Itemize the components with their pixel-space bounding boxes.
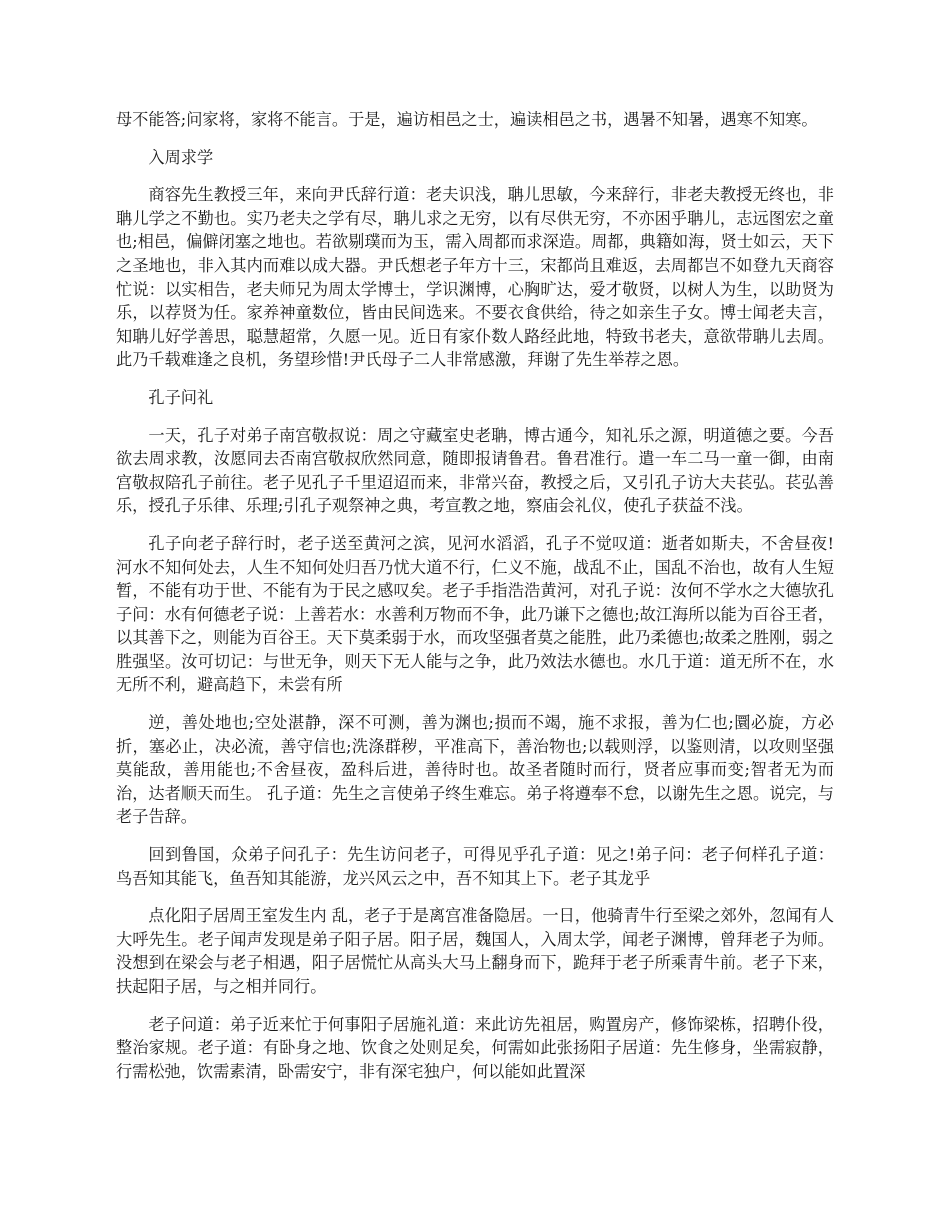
section-heading-ru-zhou-qiu-xue: 入周求学 — [148, 147, 214, 167]
section-heading-kongzi-wen-li: 孔子问礼 — [148, 387, 214, 407]
paragraph-kongzi-visit: 一天，孔子对弟子南宫敬叔说：周之守藏室史老聃，博古通今，知礼乐之源，明道德之要。今吾欲去周求教，汝愿同去否南宫敬叔欣然同意，随即报请鲁君。鲁君准行。遣一车二马一童一御，由南宫敬叔陪孔子前往。老子见孔子千里迢迢而来，非常兴奋，教授之后，又引孔子访大夫苌弘。苌弘善乐，授孔子乐律、乐理;引孔子观祭神之典，考宣教之地，察庙会礼仪，使孔子获益不浅。 — [116, 425, 834, 516]
paragraph-water-virtue: 逆，善处地也;空处湛静，深不可测，善为渊也;损而不竭，施不求报，善为仁也;圜必旋，方必折，塞必止，决必流，善守信也;洗涤群秽，平准高下，善治物也;以载则浮，以鉴则清，以攻则坚强莫能敌，善用能也;不舍昼夜，盈科后进，善待时也。故圣者随时而行，贤者应事而变;智者无为而治，达者顺天而生。 孔子道：先生之言使弟子终生难忘。弟子将遵奉不怠，以谢先生之恩。说完，与老子告辞。 — [116, 713, 834, 827]
paragraph-yang-ziju: 点化阳子居周王室发生内 乱，老子于是离宫准备隐居。一日，他骑青牛行至梁之郊外，忽闻有人大呼先生。老子闻声发现是弟子阳子居。阳子居，魏国人，入周太学，闻老子渊博，曾拜老子为师。没想到在梁会与老子相遇，阳子居慌忙从高头大马上翻身而下，跪拜于老子所乘青牛前。老子下来，扶起阳子居，与之相并同行。 — [116, 906, 834, 996]
paragraph-laozi-asks: 老子问道：弟子近来忙于何事阳子居施礼道：来此访先祖居，购置房产，修饰梁栋，招聘仆役，整治家规。老子道：有卧身之地、饮食之处则足矣，何需如此张扬阳子居道：先生修身，坐需寂静，行需松弛，饮需素清，卧需安宁，非有深宅独户，何以能如此置深 — [116, 1014, 834, 1081]
paragraph-return-lu: 回到鲁国，众弟子问孔子：先生访问老子，可得见乎孔子道：见之!弟子问：老子何样孔子道：鸟吾知其能飞，鱼吾知其能游，龙兴风云之中，吾不知其上下。老子其龙乎 — [116, 845, 834, 888]
document-page — [116, 108, 834, 1097]
paragraph-yellow-river: 孔子向老子辞行时，老子送至黄河之滨，见河水滔滔，孔子不觉叹道：逝者如斯夫，不舍昼夜!河水不知何处去，人生不知何处归吾乃忧大道不行，仁义不施，战乱不止，国乱不治也，故有人生短暂，不能有功于世、不能有为于民之感叹矣。老子手指浩浩黄河，对孔子说：汝何不学水之大德欤孔子问：水有何德老子说：上善若水：水善利万物而不争，此乃谦下之德也;故江海所以能为百谷王者，以其善下之，则能为百谷王。天下莫柔弱于水，而攻坚强者莫之能胜，此乃柔德也;故柔之胜刚，弱之胜强坚。汝可切记：与世无争，则天下无人能与之争，此乃效法水德也。水几于道：道无所不在，水无所不利，避高趋下，未尝有所 — [116, 533, 834, 695]
paragraph-continuation: 母不能答;问家将，家将不能言。于是，遍访相邑之士，遍读相邑之书，遇暑不知暑，遇寒不知寒。 — [116, 110, 818, 129]
paragraph-shang-rong: 商容先生教授三年，来向尹氏辞行道：老夫识浅，聃儿思敏，今来辞行，非老夫教授无终也，非聃儿学之不勤也。实乃老夫之学有尽，聃儿求之无穷，以有尽供无穷，不亦困乎聃儿，志远图宏之童也;相邑，偏僻闭塞之地也。若欲剔璞而为玉，需入周都而求深造。周都，典籍如海，贤士如云，天下之圣地也，非入其内而难以成大器。尹氏想老子年方十三，宋都尚且难返，去周都岂不如登九天商容忙说：以实相告，老夫师兄为周太学博士，学识渊博，心胸旷达，爱才敬贤，以树人为生，以助贤为乐，以荐贤为任。家养神童数位，皆由民间选来。不要衣食供给，待之如亲生子女。博士闻老夫言，知聃儿好学善思，聪慧超常，久愿一见。近日有家仆数人路经此地，特致书老夫，意欲带聃儿去周。此乃千载难逢之良机，务望珍惜!尹氏母子二人非常感激，拜谢了先生举荐之恩。 — [116, 185, 834, 370]
